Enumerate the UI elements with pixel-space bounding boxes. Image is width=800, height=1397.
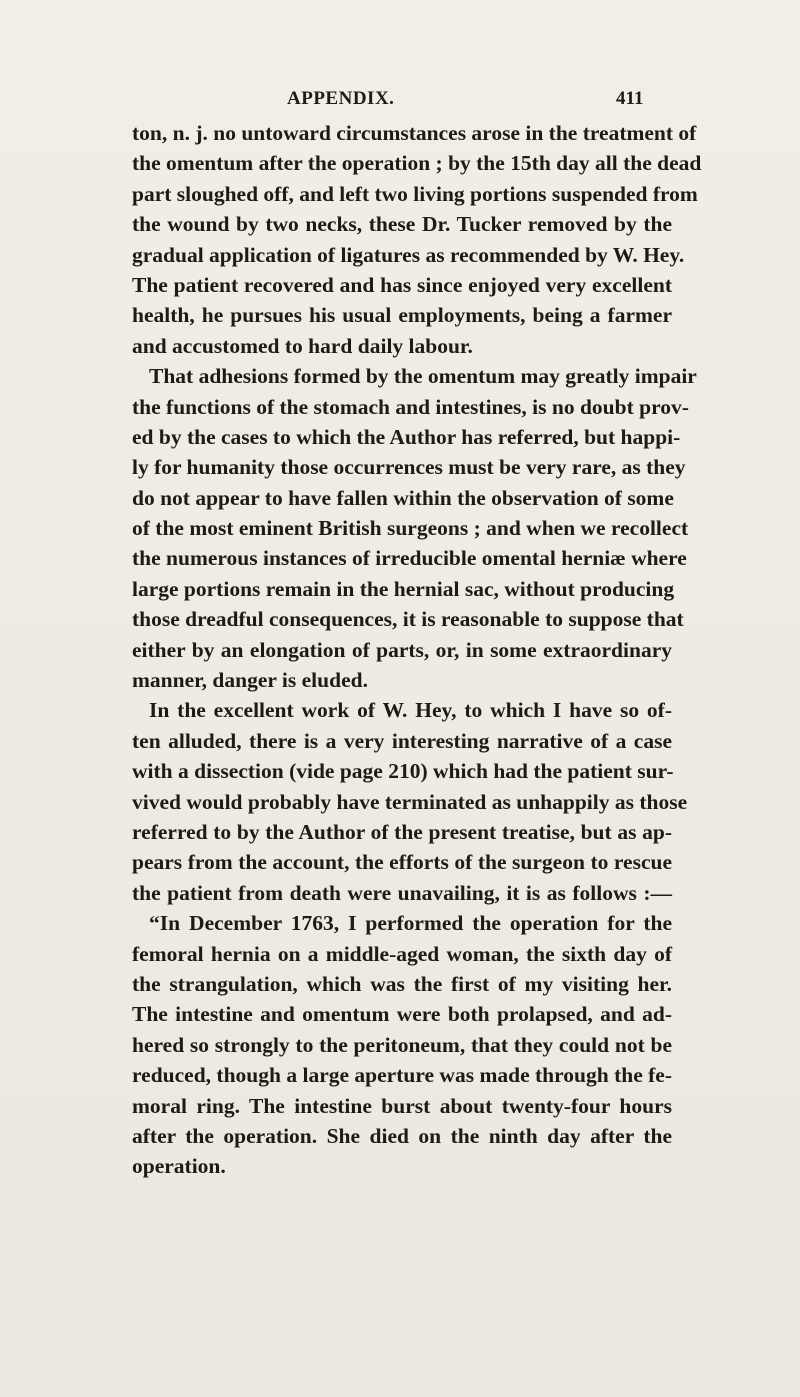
text-line: after the operation. She died on the ninth day after the	[132, 1123, 672, 1148]
text-line: large portions remain in the hernial sac, without producing	[132, 576, 675, 601]
text-line: the strangulation, which was the first of my visiting her.	[132, 971, 672, 996]
body-text	[132, 118, 702, 1182]
text-line: femoral hernia on a middle-aged woman, the sixth day of	[132, 941, 672, 966]
text-line: referred to by the Author of the present treatise, but as ap-	[132, 819, 672, 844]
text-line: That adhesions formed by the omentum may greatly impair	[149, 364, 697, 389]
text-line: health, he pursues his usual employments, being a farmer	[132, 303, 672, 328]
text-line: the functions of the stomach and intestines, is no doubt prov-	[132, 394, 689, 419]
text-line: do not appear to have fallen within the observation of some	[132, 485, 674, 510]
text-line: those dreadful consequences, it is reasonable to suppose that	[132, 607, 684, 632]
text-line: the patient from death were unavailing, it is as follows :—	[132, 880, 672, 905]
text-line: reduced, though a large aperture was made through the fe-	[132, 1063, 672, 1088]
text-line: manner, danger is eluded.	[132, 668, 368, 693]
text-line: pears from the account, the efforts of the surgeon to rescue	[132, 850, 672, 875]
text-line: part sloughed off, and left two living portions suspended from	[132, 181, 698, 206]
text-line: with a dissection (vide page 210) which had the patient sur-	[132, 759, 674, 784]
text-line: ly for humanity those occurrences must be very rare, as they	[132, 455, 686, 480]
text-line: The patient recovered and has since enjoyed very excellent	[132, 272, 672, 297]
text-line: vived would probably have terminated as unhappily as those	[132, 789, 688, 814]
text-line: the numerous instances of irreducible omental herniæ where	[132, 546, 687, 571]
text-line: ten alluded, there is a very interesting narrative of a case	[132, 728, 672, 753]
text-line: of the most eminent British surgeons ; and when we recollect	[132, 516, 689, 541]
running-head-title: APPENDIX.	[287, 88, 395, 109]
text-line: and accustomed to hard daily labour.	[132, 333, 473, 358]
text-line: the omentum after the operation ; by the 15th day all the dead	[132, 151, 702, 176]
text-line: hered so strongly to the peritoneum, that they could not be	[132, 1032, 672, 1057]
text-line: moral ring. The intestine burst about twenty-four hours	[132, 1093, 672, 1118]
text-line: ed by the cases to which the Author has referred, but happi-	[132, 424, 681, 449]
running-head	[0, 88, 800, 112]
text-line: operation.	[132, 1154, 226, 1179]
text-line: the wound by two necks, these Dr. Tucker removed by the	[132, 212, 672, 237]
text-line: gradual application of ligatures as recommended by W. Hey.	[132, 242, 685, 267]
text-line: The intestine and omentum were both prolapsed, and ad-	[132, 1002, 672, 1027]
text-line: ton, n. j. no untoward circumstances arose in the treatment of	[132, 121, 697, 145]
text-line: In the excellent work of W. Hey, to which I have so of-	[149, 698, 672, 723]
text-line: either by an elongation of parts, or, in some extraordinary	[132, 637, 672, 662]
text-line: “In December 1763, I performed the operation for the	[149, 911, 672, 936]
page-number: 411	[616, 88, 644, 109]
